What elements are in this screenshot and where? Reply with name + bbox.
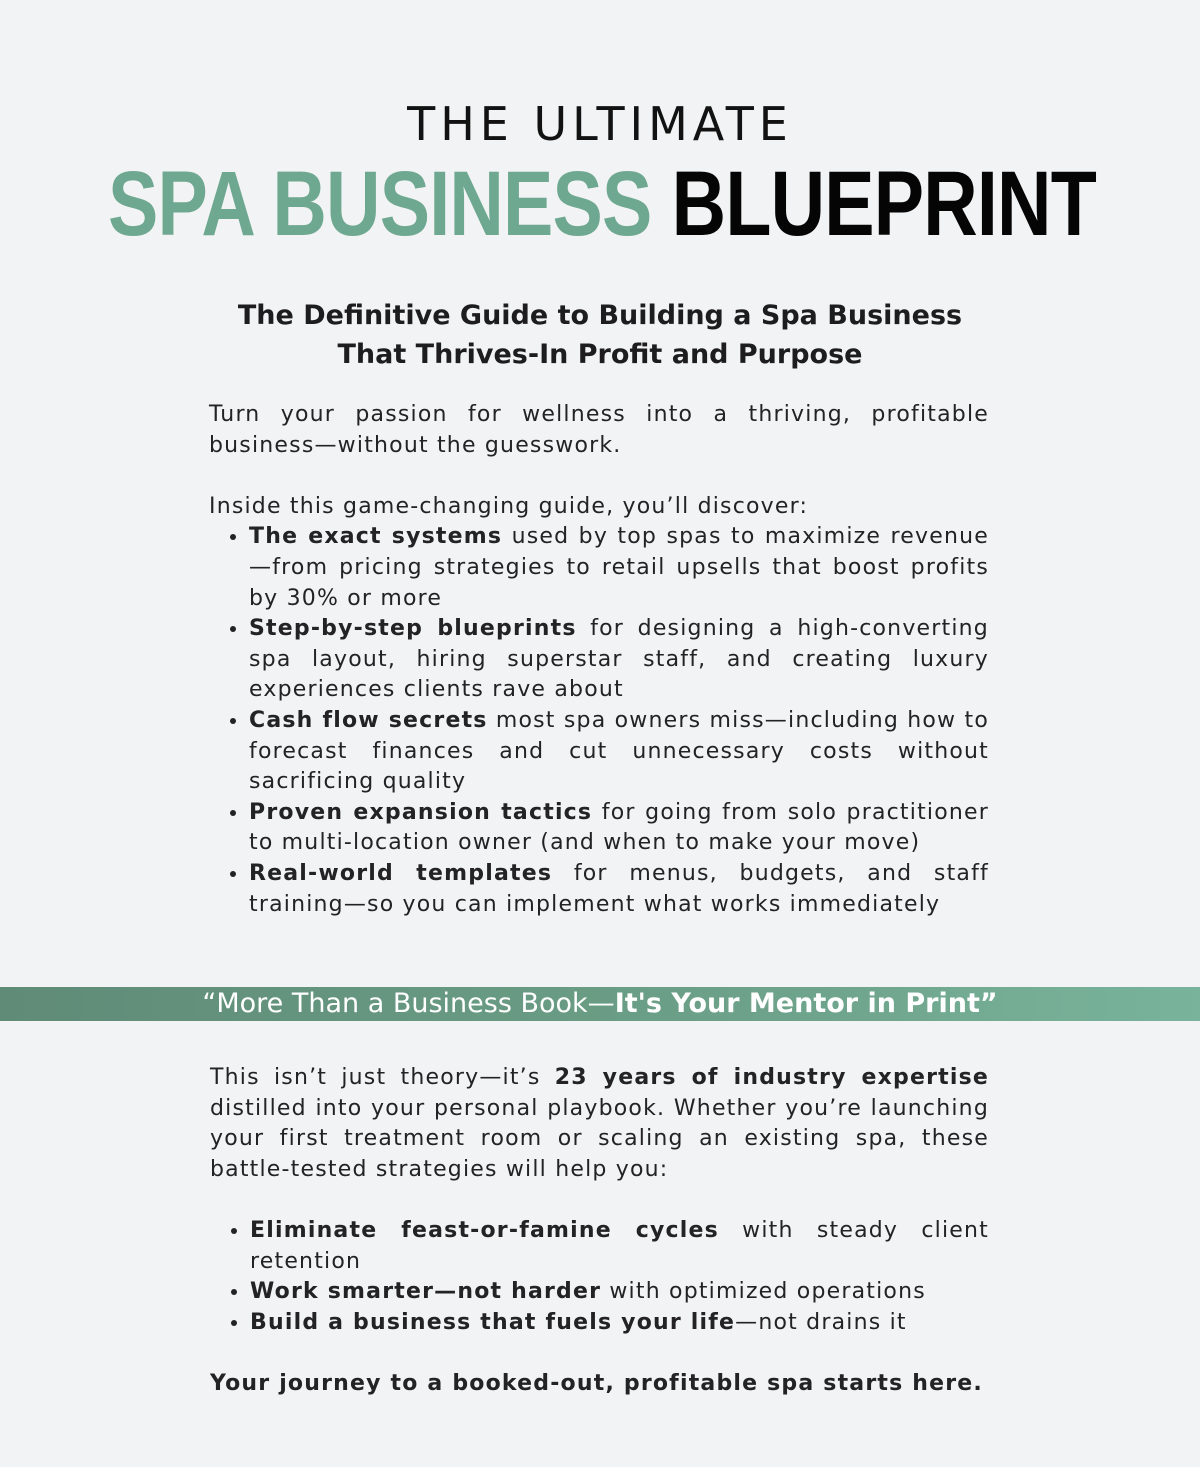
discover-list xyxy=(209,522,989,920)
banner-regular: “More Than a Business Book— xyxy=(202,988,615,1019)
outro-text-bold: 23 years of industry expertise xyxy=(554,1065,989,1090)
kicker-title: THE ULTIMATE xyxy=(407,97,793,151)
closing-text: Your journey to a booked-out, profitable spa starts here. xyxy=(210,1370,983,1396)
list-item xyxy=(249,798,989,859)
subtitle xyxy=(0,296,1200,374)
list-item xyxy=(249,522,989,614)
list-item xyxy=(250,1277,989,1308)
outro-text-end: distilled into your personal playbook. Whether you’re launching your first treatment room or scaling an existing spa, these battle-tested strategies will help you: xyxy=(210,1095,989,1182)
headline-green: SPA BUSINESS xyxy=(108,153,652,255)
intro-section xyxy=(209,400,989,920)
list-item-bold: Cash flow secrets xyxy=(249,707,488,733)
list-item xyxy=(249,859,989,920)
outro-text-start: This isn’t just theory—it’s xyxy=(210,1065,555,1090)
closing-line xyxy=(210,1369,989,1400)
header xyxy=(0,96,1200,374)
list-item xyxy=(250,1216,989,1277)
list-item-bold: Work smarter—not harder xyxy=(250,1279,602,1305)
list-item-text: for designing a high-converting spa layout, hiring superstar staff, and creating luxury experiences clients rave about xyxy=(249,616,989,703)
list-item-text: for going from solo practitioner to multi-location owner (and when to make your move) xyxy=(249,799,989,856)
list-item-bold: Real-world templates xyxy=(249,860,553,886)
list-item-text: with optimized operations xyxy=(601,1279,926,1305)
outro-paragraph xyxy=(210,1063,989,1185)
subtitle-line-2: That Thrives-In Profit and Purpose xyxy=(337,339,863,370)
list-item-bold: Eliminate feast-or-famine cycles xyxy=(250,1217,719,1243)
outro-section xyxy=(210,1063,989,1400)
list-item-text: for menus, budgets, and staff training—so you can implement what works immediately xyxy=(249,860,989,917)
list-item-bold: The exact systems xyxy=(249,524,503,550)
list-item-text: used by top spas to maximize revenue—from pricing strategies to retail upsells that boost profits by 30% or more xyxy=(249,524,989,611)
mentor-banner xyxy=(0,987,1200,1021)
list-item-text: most spa owners miss—including how to forecast finances and cut unnecessary costs without sacrificing quality xyxy=(249,707,989,795)
headline-black: BLUEPRINT xyxy=(671,153,1096,255)
list-item-bold: Build a business that fuels your life xyxy=(250,1309,736,1335)
list-item-bold: Step-by-step blueprints xyxy=(249,616,577,642)
list-item xyxy=(250,1308,989,1339)
list-item xyxy=(249,614,989,706)
list-item-text: —not drains it xyxy=(735,1309,907,1335)
benefits-list xyxy=(210,1216,989,1338)
intro-discover: Inside this game-changing guide, you’ll discover: xyxy=(209,493,809,519)
headline xyxy=(108,153,1096,255)
subtitle-line-1: The Definitive Guide to Building a Spa Business xyxy=(237,300,963,331)
list-item xyxy=(249,706,989,798)
list-item-text: with steady client retention xyxy=(250,1217,990,1274)
intro-lead: Turn your passion for wellness into a thriving, profitable business—without the guesswork. xyxy=(209,402,989,458)
list-item-bold: Proven expansion tactics xyxy=(249,799,593,825)
banner-bold: It's Your Mentor in Print” xyxy=(614,988,998,1019)
